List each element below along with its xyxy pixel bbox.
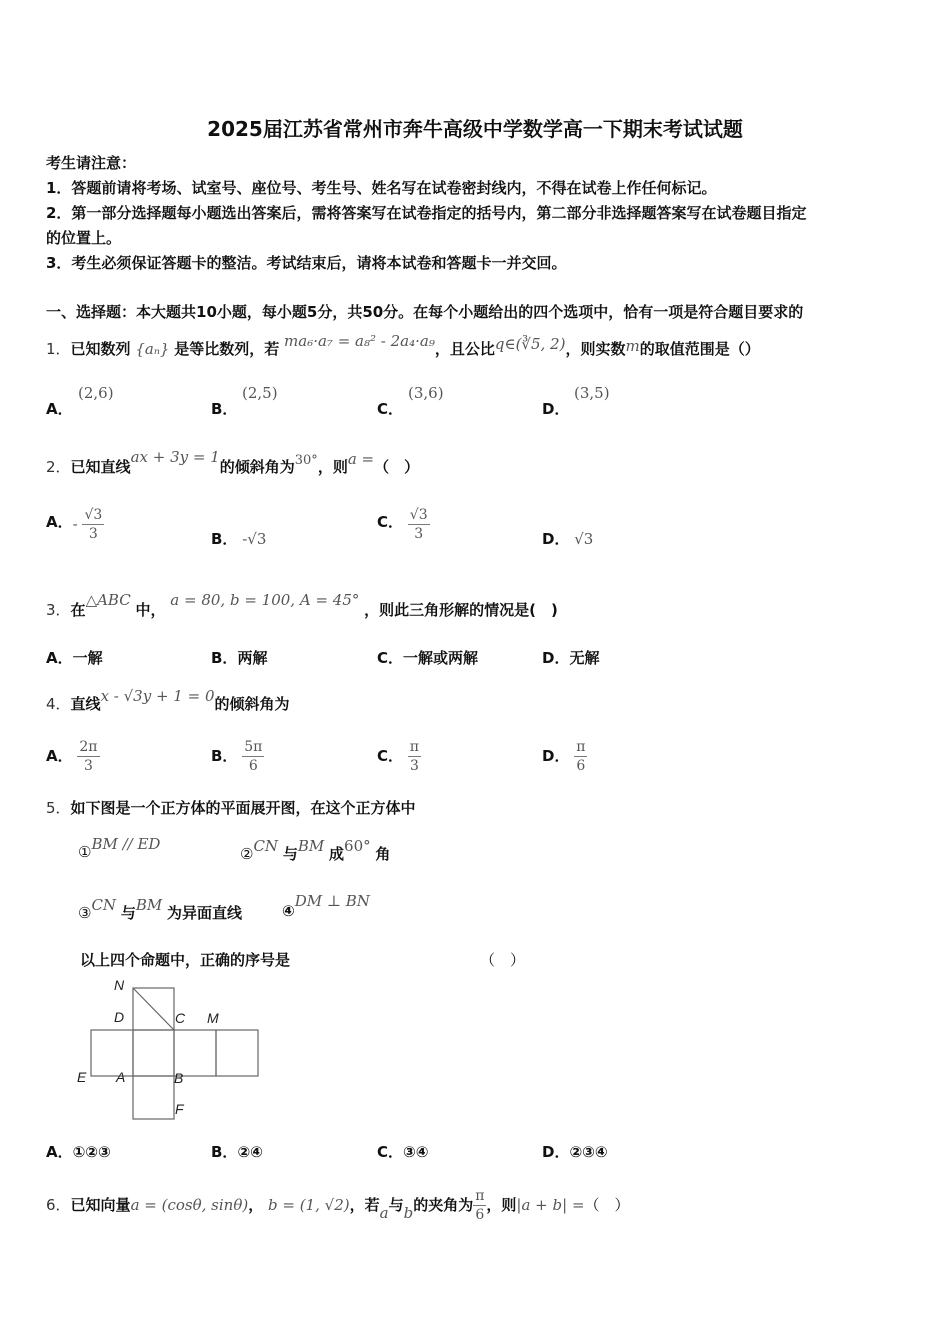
question-2: 2．已知直线ax + 3y = 1的倾斜角为30°，则a =（ ） [46, 448, 420, 476]
question-number: 6． [46, 1196, 71, 1214]
math-triangle: △ABC [85, 591, 131, 609]
notice-item: 3．考生必须保证答题卡的整洁。考试结束后，请将本试卷和答题卡一并交回。 [46, 254, 567, 272]
question-3: 3．在△ABC 中， a = 80, b = 100, A = 45° ，则此三角形解的情况是( ) [46, 591, 558, 619]
q2-option-d: D． √3 [542, 530, 594, 548]
vertex-label: D [114, 1009, 125, 1025]
math-line: x - √3y + 1 = 0 [100, 687, 215, 705]
vertex-label: N [114, 977, 125, 993]
question-5: 5．如下图是一个正方体的平面展开图，在这个正方体中 [46, 799, 416, 817]
vertex-label: B [174, 1070, 184, 1086]
notice-item: 1．答题前请将考场、试室号、座位号、考生号、姓名写在试卷密封线内，不得在试卷上作任何标记。 [46, 179, 717, 197]
question-6: 6．已知向量a = (cosθ, sinθ)， b = (1, √2)，若a与b的夹角为 $\frac{\pi}{6}$ ，则|a + b| =（ ） [46, 1188, 630, 1223]
math-line: ax + 3y = 1 [130, 448, 220, 466]
net-square-center [133, 1030, 174, 1076]
statement-1: ①BM // ED [78, 835, 161, 861]
question-number: 3． [46, 601, 71, 619]
option-d: (3,5) [574, 384, 610, 402]
math-abs: |a + b| = [516, 1196, 585, 1214]
vertex-label: C [175, 1010, 186, 1026]
q3-option-b: B．两解 [211, 649, 268, 667]
math-condition: a = 80, b = 100, A = 45° [170, 591, 360, 609]
notice-item: 的位置上。 [46, 229, 122, 247]
question-number: 2． [46, 458, 71, 476]
vertex-label: E [77, 1069, 87, 1085]
question-number: 4． [46, 695, 71, 713]
q4-option-a: A． $\frac{2\pi}{3}$ [46, 739, 98, 774]
math-ratio: q∈(∛5, 2) [494, 335, 566, 353]
q4-option-c: C． $\frac{\pi}{3}$ [377, 739, 419, 774]
option-label: B． [211, 400, 238, 418]
q5-option-b: B．②④ [211, 1143, 263, 1161]
q2-option-c: C． $\frac{√3}{3}$ [377, 507, 428, 542]
q4-option-b: B． $\frac{5\pi}{6}$ [211, 739, 263, 774]
q5-option-c: C．③④ [377, 1143, 429, 1161]
math-condition: ma₆·a₇ = a₈² - 2a₄·a₉ [284, 332, 435, 350]
option-label: C． [377, 400, 404, 418]
net-diagonal [133, 988, 174, 1030]
notice-heading: 考生请注意： [46, 154, 137, 172]
q5-prompt: 以上四个命题中，正确的序号是 [80, 951, 291, 969]
q2-option-b: B． -√3 [211, 530, 267, 548]
q3-option-d: D．无解 [542, 649, 600, 667]
math-sequence: {aₙ} [135, 340, 170, 358]
math-vector-b: b = (1, √2) [268, 1196, 350, 1214]
option-c: (3,6) [408, 384, 444, 402]
vertex-label: F [175, 1101, 184, 1117]
vertex-label: M [207, 1010, 219, 1026]
statement-3: ③CN 与BM 为异面直线 [78, 896, 243, 922]
vertex-label: A [116, 1069, 126, 1085]
answer-paren: （ ） [480, 951, 526, 969]
q3-option-a: A．一解 [46, 649, 103, 667]
section-heading: 一、选择题：本大题共10小题，每小题5分，共50分。在每个小题给出的四个选项中，恰有一项是符合题目要求的 [46, 303, 804, 321]
statement-2: ②CN 与BM 成60° 角 [240, 837, 391, 863]
q2-option-a: A．- $\frac{√3}{3}$ [46, 507, 103, 542]
question-number: 5． [46, 799, 71, 817]
q5-option-d: D．②③④ [542, 1143, 608, 1161]
net-square-far-right [216, 1030, 258, 1076]
option-label: A． [46, 400, 73, 418]
page-title: 2025届江苏省常州市奔牛高级中学数学高一下期末考试试题 [207, 117, 743, 141]
question-4: 4．直线x - √3y + 1 = 0的倾斜角为 [46, 687, 290, 713]
option-a: (2,6) [78, 384, 114, 402]
notice-item: 2．第一部分选择题每小题选出答案后，需将答案写在试卷指定的括号内，第二部分非选择题答案写在试卷题目指定 [46, 204, 807, 222]
net-square-left [91, 1030, 133, 1076]
statement-4: ④DM ⊥ BN [282, 892, 370, 920]
net-square-bottom [133, 1076, 174, 1119]
option-b: (2,5) [242, 384, 278, 402]
math-vector-a: a = (cosθ, sinθ) [130, 1196, 249, 1214]
question-1: 1．已知数列 {aₙ} 是等比数列，若 ma₆·a₇ = a₈² - 2a₄·a₉，且公比q∈(∛5, 2)，则实数m的取值范围是（） [46, 332, 760, 358]
q3-option-c: C．一解或两解 [377, 649, 479, 667]
cube-net-figure [70, 970, 270, 1130]
option-label: D． [542, 400, 570, 418]
question-number: 1． [46, 340, 71, 358]
q5-option-a: A．①②③ [46, 1143, 111, 1161]
q4-option-d: D． $\frac{\pi}{6}$ [542, 739, 586, 774]
